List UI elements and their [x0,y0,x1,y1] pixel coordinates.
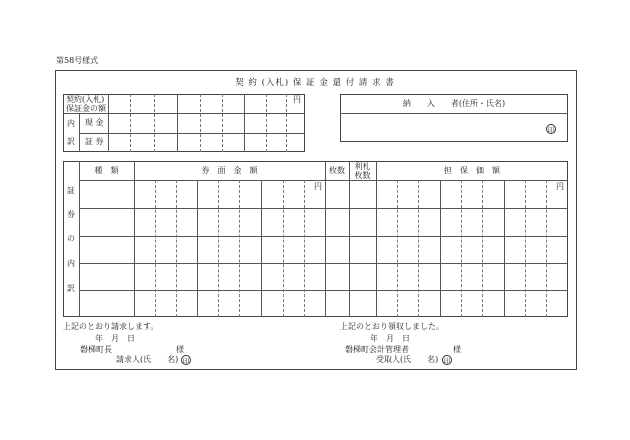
col-header-collateral-value: 担 保 価 額 [444,166,500,175]
request-sama: 様 [176,345,184,354]
requester-seal-icon: 印 [182,357,190,365]
col-header-face-value: 券 面 金 額 [201,166,258,175]
request-statement: 上記のとおり請求します。 [63,322,159,331]
breakdown-label-1: 内 [67,119,75,128]
receiver-label: 受取人(氏 名) [376,355,439,364]
deposit-amount-label-1: 契約(入札) [66,95,105,104]
requester-label: 請求人(氏 名) [116,355,179,364]
form-title: 契 約 (入札) 保 証 金 還 付 請 求 書 [235,78,395,88]
receipt-statement: 上記のとおり領収しました。 [340,322,444,331]
col-header-count: 枚数 [329,166,345,175]
breakdown-label-2: 訳 [67,137,75,146]
side-label-char-3: の [67,234,75,243]
receipt-addressee: 磐梯町会計管理者 [345,345,409,354]
form-number: 第58号様式 [56,56,99,65]
side-label-char-2: 券 [67,210,75,219]
receiver-seal-icon: 印 [443,357,451,365]
collateral-yen-unit: 円 [556,182,564,191]
deposit-amount-label-2: 保証金の額 [66,104,106,113]
request-addressee: 磐梯町長 [80,345,112,354]
payer-seal-icon: 印 [547,126,555,134]
side-label-char-4: 内 [67,259,75,268]
col-header-coupons-2: 枚数 [354,171,371,180]
receipt-date: 年 月 日 [370,334,410,343]
payer-header: 納 入 者(住所・氏名) [402,99,506,108]
col-header-kind: 種 類 [94,166,119,175]
yen-unit: 円 [293,95,301,104]
side-label-char-1: 証 [67,186,75,195]
receipt-sama: 様 [453,345,461,354]
side-label-char-5: 訳 [67,284,75,293]
cash-label: 現 金 [85,118,104,127]
request-date: 年 月 日 [95,334,135,343]
securities-label: 証 券 [85,137,104,146]
face-value-yen-unit: 円 [314,182,322,191]
col-header-coupons-1: 利札 [354,162,371,171]
